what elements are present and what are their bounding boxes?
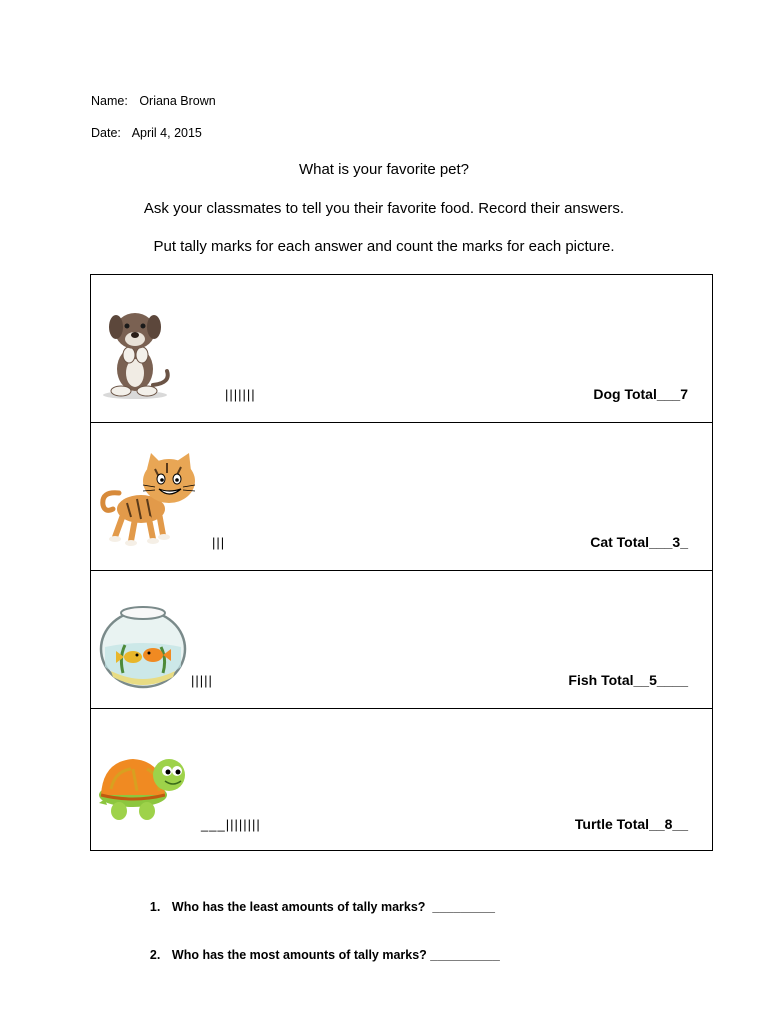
name-label: Name: xyxy=(91,94,128,108)
question-2 xyxy=(136,934,500,976)
table-row xyxy=(91,571,712,709)
instruction-2: Put tally marks for each answer and count the marks for each picture. xyxy=(153,238,615,255)
questions-list xyxy=(136,886,500,982)
date-line xyxy=(91,126,202,140)
name-value: Oriana Brown xyxy=(139,94,216,108)
worksheet-title: What is your favorite pet? xyxy=(298,161,470,178)
table-row xyxy=(91,423,712,571)
dog-tally-marks: ||||||| xyxy=(225,387,256,402)
instruction-1: Ask your classmates to tell you their favorite food. Record their answers. xyxy=(143,200,625,217)
fish-tally-marks: ||||| xyxy=(191,673,213,688)
tally-table xyxy=(90,274,713,851)
dog-total: Dog Total___7 xyxy=(593,386,688,402)
question-1-text: Who has the least amounts of tally marks? _________ xyxy=(171,900,495,914)
question-1 xyxy=(136,886,500,928)
name-line xyxy=(91,94,216,108)
cat-icon xyxy=(97,453,201,549)
turtle-total: Turtle Total__8__ xyxy=(574,816,688,832)
fish-total: Fish Total__5____ xyxy=(568,672,688,688)
turtle-tally-marks: ___|||||||| xyxy=(201,817,261,832)
table-row xyxy=(91,275,712,423)
fishbowl-icon xyxy=(97,601,189,691)
turtle-icon xyxy=(97,749,187,825)
cat-total: Cat Total___3_ xyxy=(590,534,688,550)
question-2-number: 2. xyxy=(149,948,161,962)
dog-icon xyxy=(97,305,177,401)
date-value: April 4, 2015 xyxy=(131,126,202,140)
question-2-text: Who has the most amounts of tally marks? __________ xyxy=(171,948,500,962)
question-1-number: 1. xyxy=(149,900,161,914)
date-label: Date: xyxy=(91,126,121,140)
table-row xyxy=(91,709,712,852)
cat-tally-marks: ||| xyxy=(212,535,226,550)
